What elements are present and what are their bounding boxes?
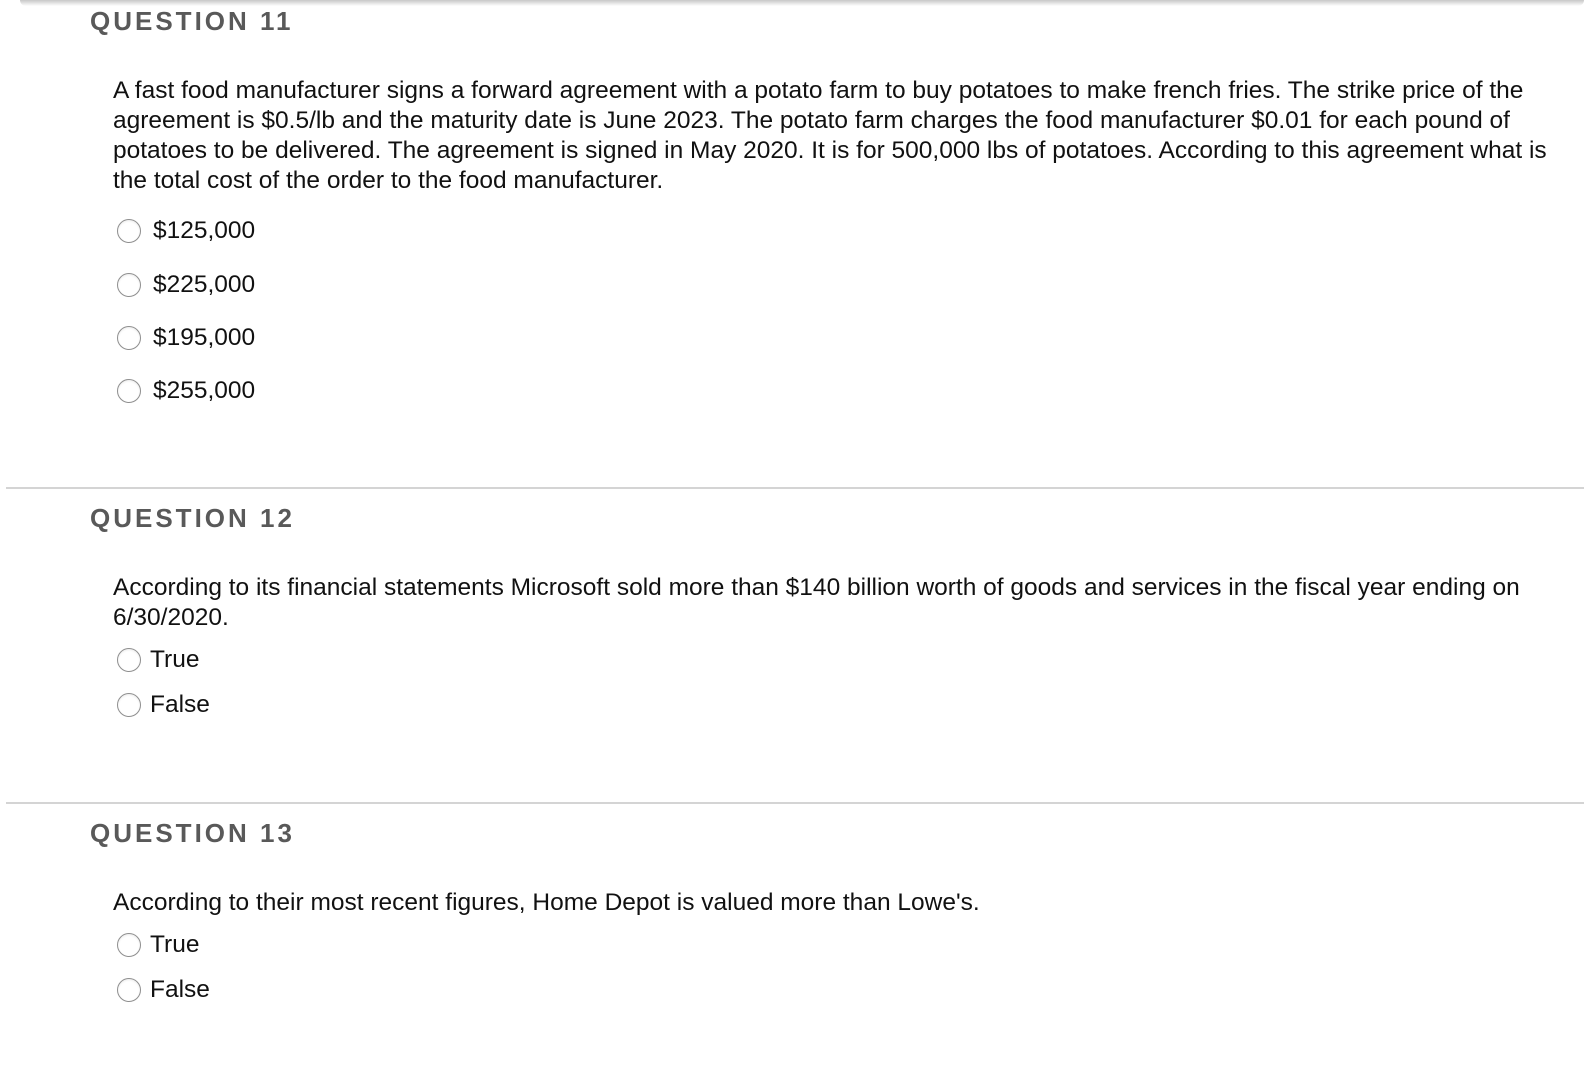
- option-label: $225,000: [153, 271, 256, 298]
- option-label: True: [150, 646, 200, 673]
- question-divider: [6, 487, 1584, 489]
- radio-button[interactable]: [117, 326, 141, 350]
- answer-option[interactable]: [117, 216, 255, 246]
- question-text: According to its financial statements Microsoft sold more than $140 billion worth of goods and services in the fiscal year ending on 6/30/2020.: [113, 574, 1520, 631]
- question-text: According to their most recent figures, Home Depot is valued more than Lowe's.: [113, 889, 980, 916]
- option-label: True: [150, 931, 200, 958]
- radio-button[interactable]: [117, 273, 141, 297]
- question-divider: [6, 802, 1584, 804]
- answer-option[interactable]: [117, 690, 210, 720]
- radio-button[interactable]: [117, 933, 141, 957]
- option-label: False: [150, 976, 210, 1003]
- question-heading: QUESTION 13: [90, 818, 295, 848]
- answer-option[interactable]: [117, 930, 199, 960]
- radio-button[interactable]: [117, 978, 141, 1002]
- question-heading: QUESTION 11: [90, 6, 294, 36]
- option-label: $125,000: [153, 217, 256, 244]
- radio-button[interactable]: [117, 693, 141, 717]
- option-label: False: [150, 691, 210, 718]
- radio-button[interactable]: [117, 648, 141, 672]
- radio-button[interactable]: [117, 219, 141, 243]
- question-heading: QUESTION 12: [90, 503, 295, 533]
- answer-option[interactable]: [117, 975, 210, 1005]
- question-text: A fast food manufacturer signs a forward agreement with a potato farm to buy potatoes to make french fries. The strike price of the agreement is $0.5/lb and the maturity date is June 2023. The potato farm charges the food manufacturer $0.01 for each pound of potatoes to be delivered. The agreement is signed in May 2020. It is for 500,000 lbs of potatoes. According to this agreement what is the total cost of the order to the food manufacturer.: [113, 77, 1547, 194]
- answer-option[interactable]: [117, 323, 255, 353]
- answer-option[interactable]: [117, 645, 199, 675]
- answer-option[interactable]: [117, 270, 255, 300]
- option-label: $195,000: [153, 324, 256, 351]
- radio-button[interactable]: [117, 379, 141, 403]
- answer-option[interactable]: [117, 376, 255, 406]
- option-label: $255,000: [153, 377, 256, 404]
